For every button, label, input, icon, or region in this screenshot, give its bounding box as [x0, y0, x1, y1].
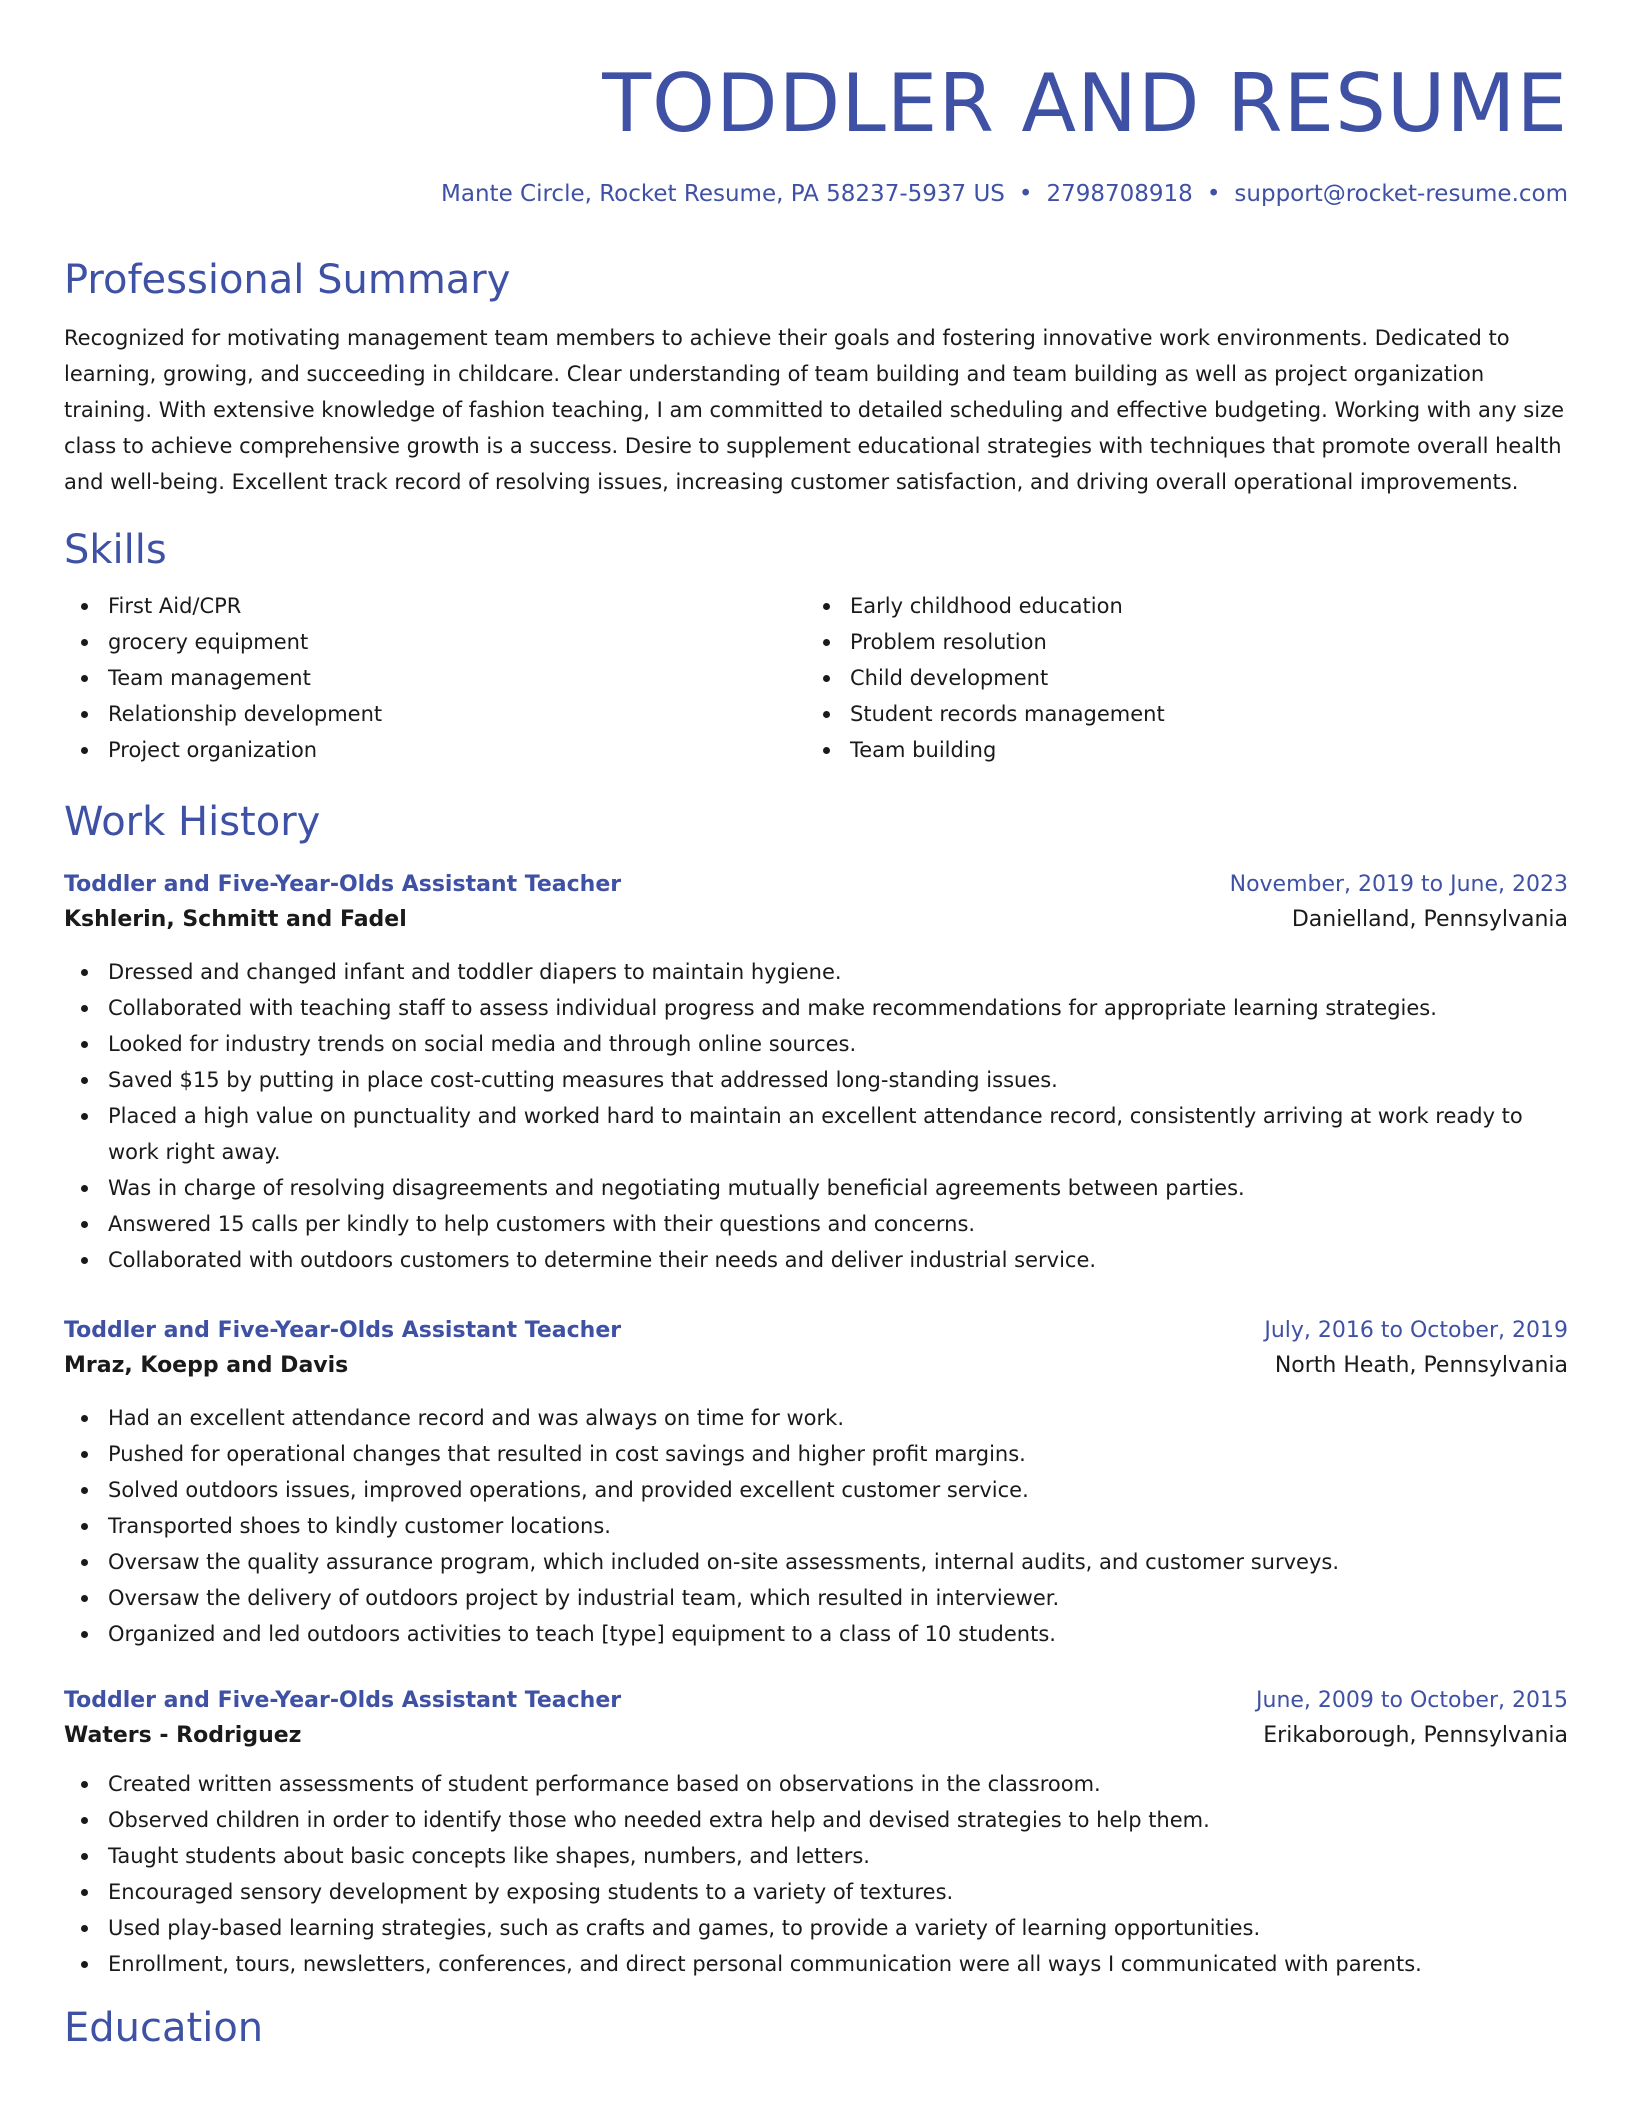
- job-bullet: Transported shoes to kindly customer locations.: [64, 1508, 1568, 1544]
- job-header: [64, 868, 1568, 902]
- job-bullet: Observed children in order to identify those who needed extra help and devised strategies to help them.: [64, 1802, 1568, 1838]
- skills-column-left: [64, 588, 806, 768]
- job-bullets: [64, 954, 1568, 1278]
- job-bullet: Collaborated with teaching staff to assess individual progress and make recommendations for appropriate learning strategies.: [64, 990, 1568, 1026]
- job-company: Waters - Rodriguez: [64, 1723, 302, 1748]
- skills-heading: Skills: [64, 527, 167, 573]
- skill-item: Early childhood education: [806, 588, 1548, 624]
- job-dates: July, 2016 to October, 2019: [1264, 1318, 1568, 1343]
- job-subheader: [64, 902, 1568, 938]
- job-bullets: [64, 1400, 1568, 1652]
- job-title: Toddler and Five-Year-Olds Assistant Teacher: [64, 872, 622, 897]
- skill-item: Student records management: [806, 696, 1548, 732]
- skills-column-right: [806, 588, 1548, 768]
- job-company: Mraz, Koepp and Davis: [64, 1353, 349, 1378]
- skill-item: Project organization: [64, 732, 806, 768]
- skill-item: Child development: [806, 660, 1548, 696]
- job-bullet: Answered 15 calls per kindly to help customers with their questions and concerns.: [64, 1206, 1568, 1242]
- skill-item: Problem resolution: [806, 624, 1548, 660]
- job-header: [64, 1314, 1568, 1348]
- job-entry: [64, 1314, 1568, 1652]
- work-history-heading: Work History: [64, 799, 321, 845]
- resume-page: [64, 0, 1568, 2054]
- job-subheader: [64, 1718, 1568, 1754]
- job-bullet: Was in charge of resolving disagreements and negotiating mutually beneficial agreements between parties.: [64, 1170, 1568, 1206]
- contact-separator: •: [1206, 181, 1221, 207]
- job-bullet: Taught students about basic concepts like shapes, numbers, and letters.: [64, 1838, 1568, 1874]
- address: Mante Circle, Rocket Resume, PA 58237-5937 US: [441, 181, 1005, 207]
- job-bullet: Placed a high value on punctuality and worked hard to maintain an excellent attendance record, consistently arriving at work ready to work right away.: [64, 1098, 1568, 1170]
- job-company: Kshlerin, Schmitt and Fadel: [64, 907, 407, 932]
- job-title: Toddler and Five-Year-Olds Assistant Teacher: [64, 1688, 622, 1713]
- contact-line: [64, 178, 1568, 210]
- job-bullet: Pushed for operational changes that resulted in cost savings and higher profit margins.: [64, 1436, 1568, 1472]
- job-bullet: Solved outdoors issues, improved operations, and provided excellent customer service.: [64, 1472, 1568, 1508]
- skill-item: grocery equipment: [64, 624, 806, 660]
- job-bullet: Collaborated with outdoors customers to determine their needs and deliver industrial service.: [64, 1242, 1568, 1278]
- job-bullet: Enrollment, tours, newsletters, conferences, and direct personal communication were all ways I communicated with parents.: [64, 1946, 1568, 1982]
- skill-item: Relationship development: [64, 696, 806, 732]
- job-bullet: Created written assessments of student performance based on observations in the classroom.: [64, 1766, 1568, 1802]
- job-bullet: Saved $15 by putting in place cost-cutting measures that addressed long-standing issues.: [64, 1062, 1568, 1098]
- job-bullet: Encouraged sensory development by exposing students to a variety of textures.: [64, 1874, 1568, 1910]
- job-bullets: [64, 1766, 1568, 1982]
- job-bullet: Oversaw the delivery of outdoors project by industrial team, which resulted in interviewer.: [64, 1580, 1568, 1616]
- job-bullet: Used play-based learning strategies, such as crafts and games, to provide a variety of learning opportunities.: [64, 1910, 1568, 1946]
- job-location: North Heath, Pennsylvania: [1274, 1353, 1568, 1378]
- job-dates: June, 2009 to October, 2015: [1256, 1688, 1568, 1713]
- job-location: Erikaborough, Pennsylvania: [1263, 1723, 1568, 1748]
- job-entry: [64, 868, 1568, 1278]
- job-bullet: Oversaw the quality assurance program, which included on-site assessments, internal audits, and customer surveys.: [64, 1544, 1568, 1580]
- education-heading: Education: [64, 2005, 264, 2051]
- job-bullet: Organized and led outdoors activities to teach [type] equipment to a class of 10 students.: [64, 1616, 1568, 1652]
- candidate-name: TODDLER AND RESUME: [602, 57, 1568, 150]
- job-bullet: Had an excellent attendance record and was always on time for work.: [64, 1400, 1568, 1436]
- job-location: Danielland, Pennsylvania: [1291, 907, 1568, 932]
- job-header: [64, 1684, 1568, 1718]
- job-bullet: Dressed and changed infant and toddler diapers to maintain hygiene.: [64, 954, 1568, 990]
- contact-separator: •: [1018, 181, 1033, 207]
- skill-item: Team building: [806, 732, 1548, 768]
- skill-item: Team management: [64, 660, 806, 696]
- job-dates: November, 2019 to June, 2023: [1229, 872, 1568, 897]
- job-subheader: [64, 1348, 1568, 1384]
- summary-text: Recognized for motivating management team members to achieve their goals and fostering innovative work environments. Dedicated to learning, growing, and succeeding in childcare. Clear understanding of team building and team building as well as project organization training. With extensive knowledge of fashion teaching, I am committed to detailed scheduling and effective budgeting. Working with any size class to achieve comprehensive growth is a success. Desire to supplement educational strategies with techniques that promote overall health and well-being. Excellent track record of resolving issues, increasing customer satisfaction, and driving overall operational improvements.: [64, 326, 1565, 494]
- skill-item: First Aid/CPR: [64, 588, 806, 624]
- job-bullet: Looked for industry trends on social media and through online sources.: [64, 1026, 1568, 1062]
- skills-list: [64, 588, 1568, 768]
- phone: 2798708918: [1046, 181, 1193, 207]
- job-entry: [64, 1684, 1568, 1982]
- email: support@rocket-resume.com: [1234, 181, 1568, 207]
- summary-heading: Professional Summary: [64, 257, 511, 303]
- job-title: Toddler and Five-Year-Olds Assistant Teacher: [64, 1318, 622, 1343]
